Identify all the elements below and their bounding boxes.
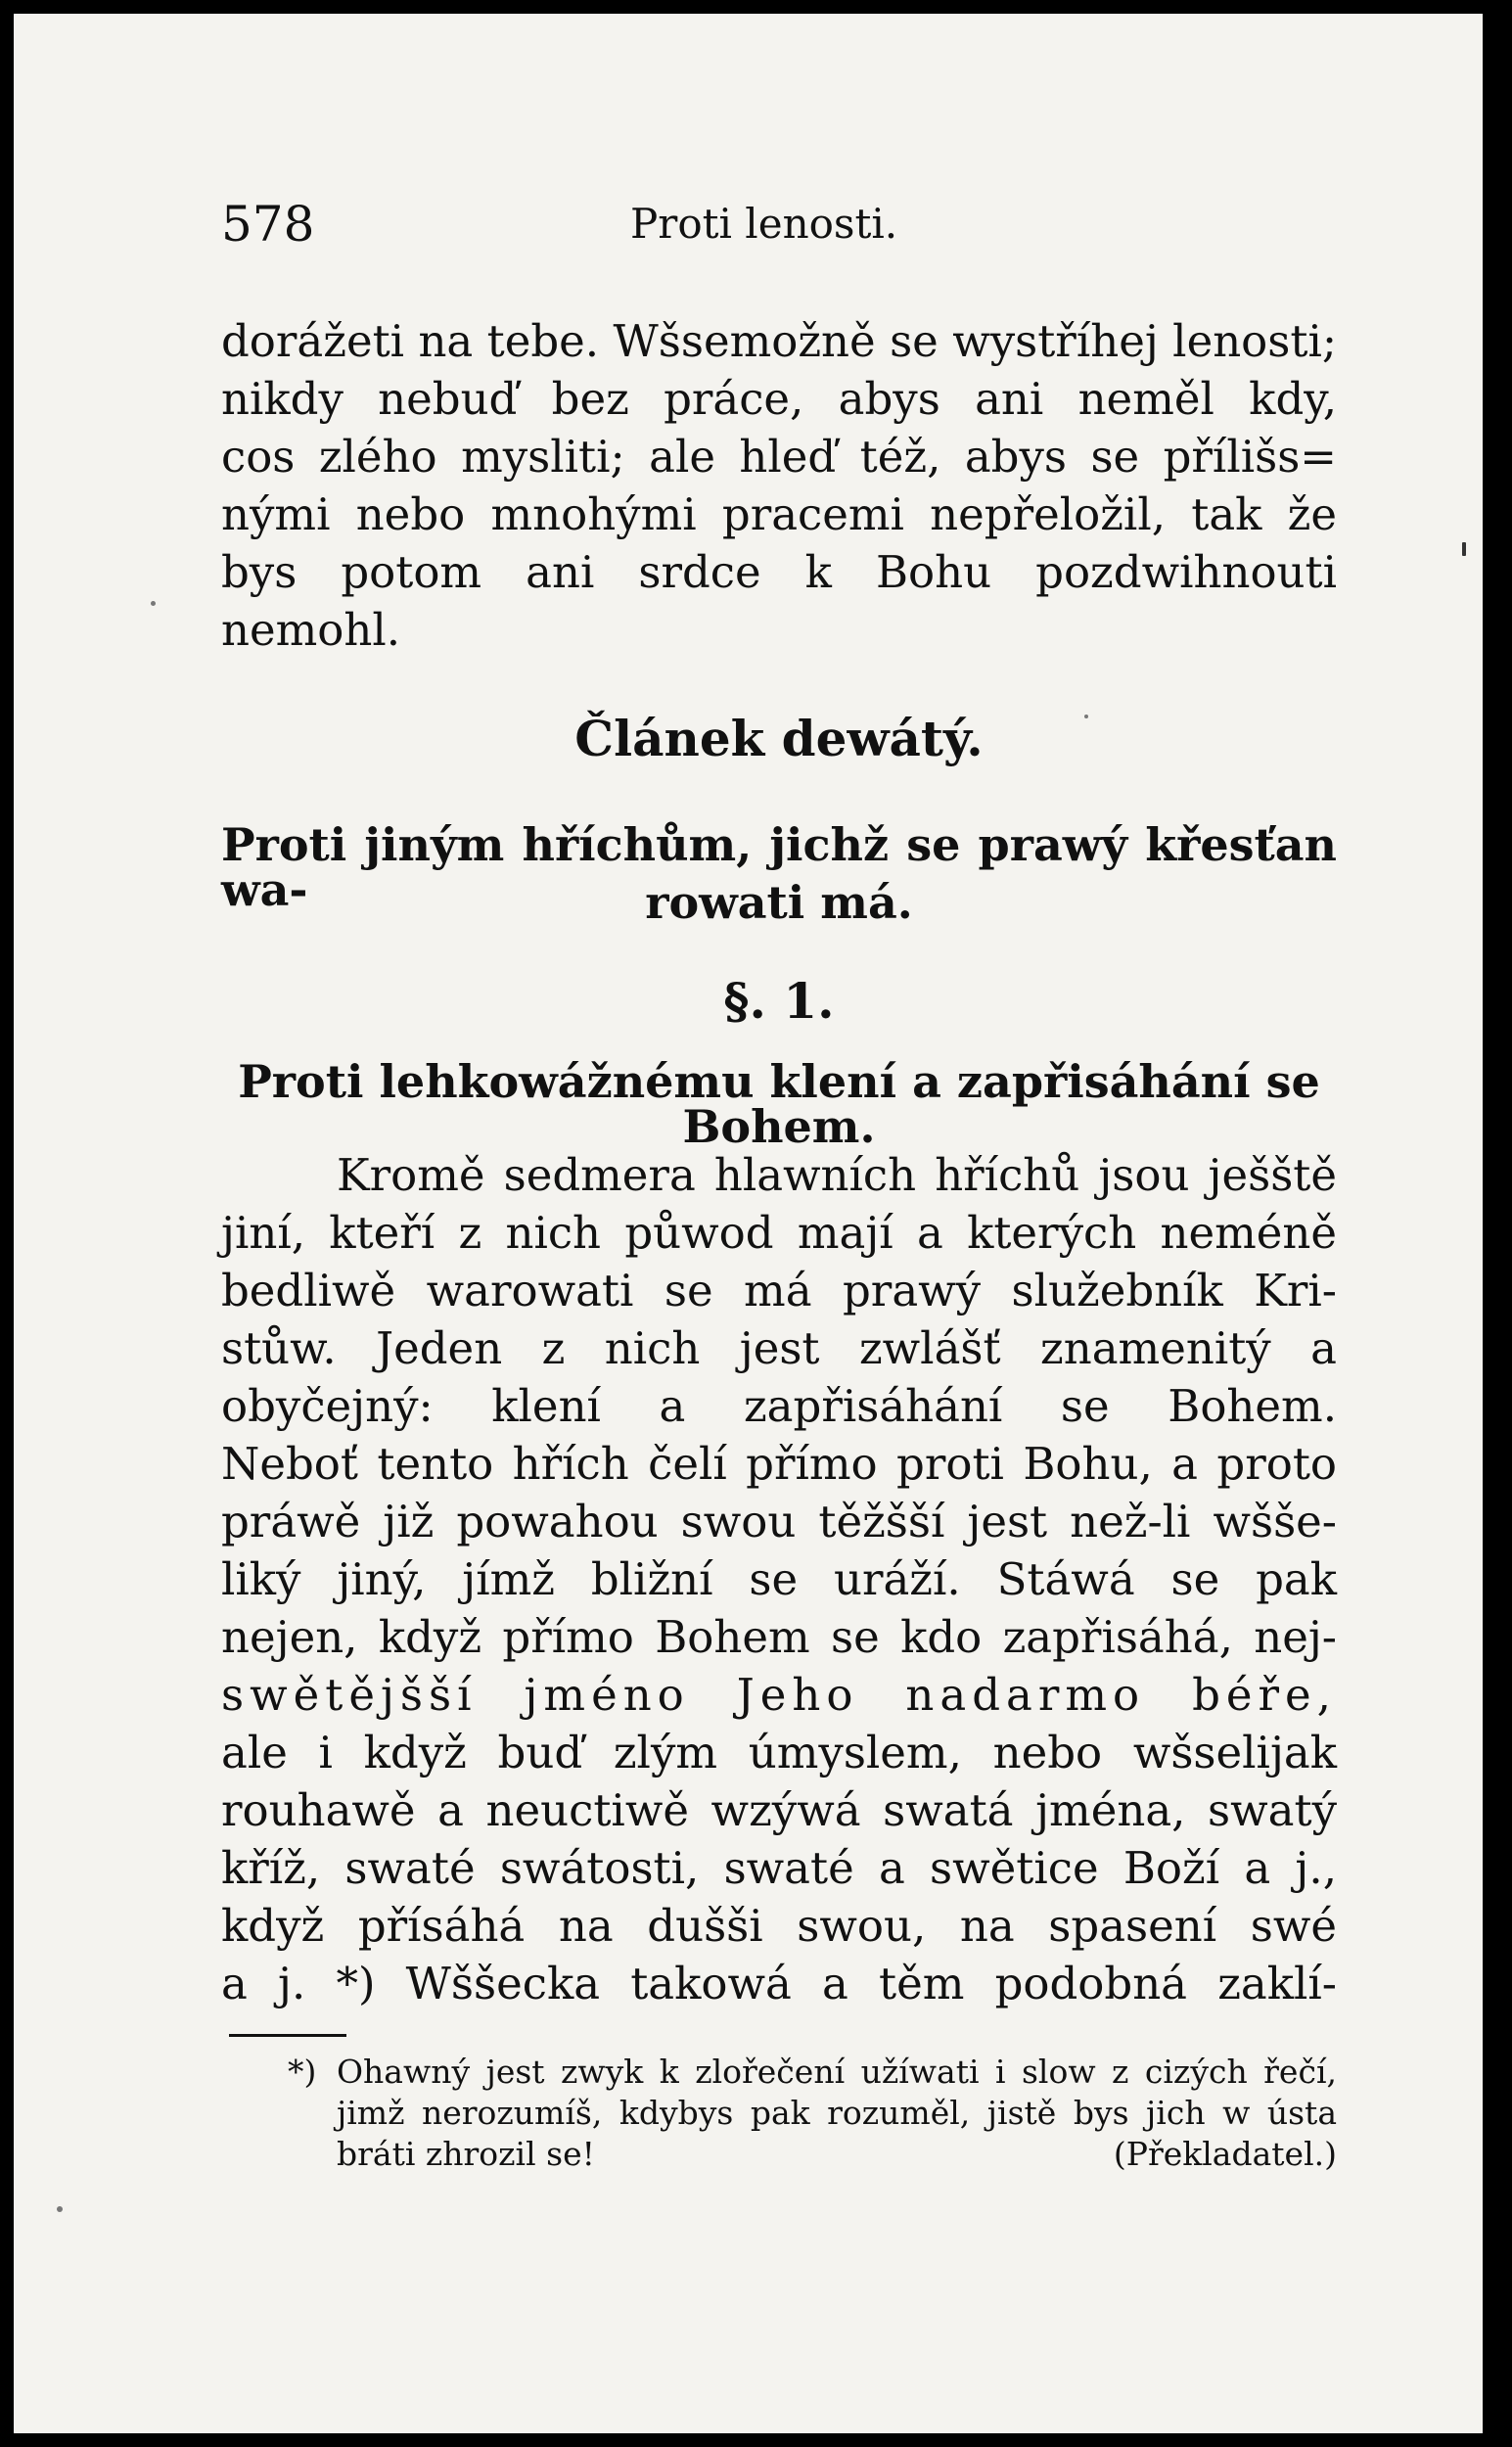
text-line: swětějšší jméno Jeho nadarmo béře, [221, 1669, 1337, 1721]
text-line: nými nebo mnohými pracemi nepřeložil, tak že [221, 488, 1337, 540]
text-line: dorážeti na tebe. Wšsemožně se wystříhej lenosti; [221, 315, 1337, 367]
text-line: práwě již powahou swou těžšší jest než-li wšše- [221, 1496, 1337, 1547]
paper-speck [57, 2206, 63, 2212]
paper-speck [1084, 715, 1088, 718]
text-line: Neboť tento hřích čelí přímo proti Bohu, a proto [221, 1438, 1337, 1490]
article-subtitle-line: rowati má. [645, 876, 913, 929]
section-number: §. 1. [723, 972, 835, 1030]
text-line: kříž, swaté swátosti, swaté a swětice Boží a j., [221, 1842, 1337, 1894]
paper-speck [1462, 542, 1466, 556]
footnote-mark: *) [288, 2053, 317, 2091]
text-line: rouhawě a neuctiwě wzýwá swatá jména, swatý [221, 1784, 1337, 1836]
text-line: když přísáhá na dušši swou, na spasení swé [221, 1900, 1337, 1952]
text-line: nikdy nebuď bez práce, abys ani neměl kdy, [221, 373, 1337, 425]
article-heading: Článek dewátý. [574, 710, 984, 767]
text-line: liký jiný, jímž bližní se uráží. Stáwá se pak [221, 1553, 1337, 1605]
text-line: nemohl. [221, 604, 401, 656]
footnote-line: Ohawný jest zwyk k zlořečení užíwati i slow z cizých řečí, [337, 2053, 1337, 2091]
text-line: obyčejný: klení a zapřisáhání se Bohem. [221, 1380, 1337, 1432]
footnote-line: bráti zhrozil se! [337, 2135, 595, 2173]
text-line: stůw. Jeden z nich jest zwlášť znamenitý a [221, 1322, 1337, 1374]
text-line: ale i když buď zlým úmyslem, nebo wšselijak [221, 1727, 1337, 1778]
text-line: a j. *) Wššecka takowá a těm podobná zaklí- [221, 1958, 1337, 2009]
book-page [14, 14, 1483, 2433]
article-subtitle-line: Proti jiným hříchům, jichž se prawý křesťan wa- [221, 818, 1337, 916]
footnote-attribution: (Překladatel.) [1113, 2135, 1337, 2173]
footnote-line: jimž nerozumíš, kdybys pak rozuměl, jistě bys jich w ústa [337, 2094, 1337, 2132]
text-line: Kromě sedmera hlawních hříchů jsou ješště [337, 1149, 1337, 1201]
paper-speck [151, 601, 156, 606]
text-line: jiní, kteří z nich půwod mají a kterých neméně [221, 1207, 1337, 1259]
text-line: bys potom ani srdce k Bohu pozdwihnouti [221, 546, 1337, 598]
page-number: 578 [221, 196, 315, 253]
running-title: Proti lenosti. [630, 200, 898, 248]
footnote-rule [229, 2034, 346, 2037]
text-line: nejen, když přímo Bohem se kdo zapřisáhá, nej- [221, 1611, 1337, 1663]
text-line: bedliwě warowati se má prawý služebník Kri- [221, 1265, 1337, 1316]
section-title: Proti lehkowážnému klení a zapřisáhání se Bohem. [238, 1055, 1320, 1153]
text-line: cos zlého mysliti; ale hleď též, abys se přílišs= [221, 431, 1337, 483]
